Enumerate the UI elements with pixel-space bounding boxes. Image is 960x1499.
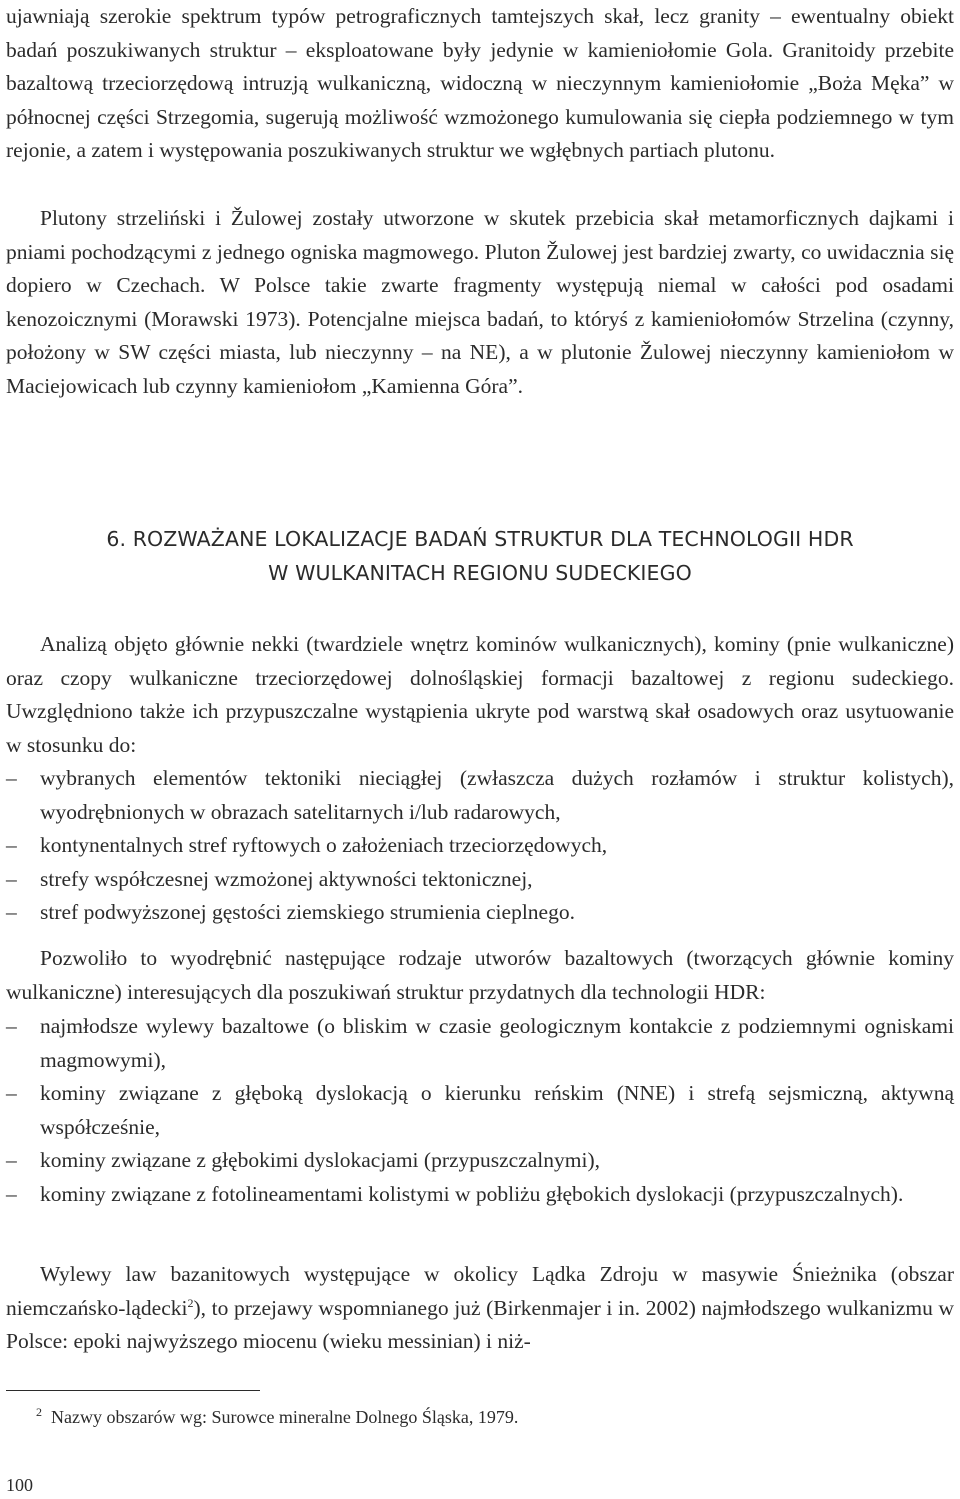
dash-bullet: – bbox=[6, 866, 17, 891]
footnote-mark: 2 bbox=[36, 1405, 42, 1419]
paragraph-bazanite-flows: Wylewy law bazanitowych występujące w okolicy Lądka Zdroju w masywie Śnieżnika (obszar niemczańsko-lądecki$^2$), to przejawy wspomnianego już (Birkenmajer i in. 2002) najmłodszego wulkanizmu w Polsce: epoki najwyższego miocenu (wieku messinian) i niż- bbox=[6, 1262, 954, 1354]
criteria-list bbox=[6, 762, 954, 930]
dash-bullet: – bbox=[6, 833, 17, 858]
paragraph-analysis: Analizą objęto głównie nekki (twardziele wnętrz kominów wulkanicznych), kominy (pnie wulkaniczne) oraz czopy wulkaniczne trzeciorzędowej dolnośląskiej formacji bazaltowej z regionu sudeckiego. Uwzględniono także ich przypuszczalne wystąpienia ukryte pod warstwą skał osadowych oraz usytuowanie w stosunku do: bbox=[6, 632, 954, 757]
list-item: – kontynentalnych stref ryftowych o założeniach trzeciorzędowych, bbox=[6, 829, 954, 863]
paragraph-basalt-types: Pozwoliło to wyodrębnić następujące rodzaje utworów bazaltowych (tworzących głównie kominy wulkaniczne) interesujących dla poszukiwań struktur przydatnych dla technologii HDR: bbox=[6, 946, 954, 1004]
section-heading bbox=[6, 522, 954, 590]
list-item: – najmłodsze wylewy bazaltowe (o bliskim w czasie geologicznym kontakcie z podziemnymi ogniskami magmowymi), bbox=[6, 1010, 954, 1077]
dash-bullet: – bbox=[6, 1181, 17, 1206]
page-number: 100 bbox=[6, 1475, 33, 1495]
dash-bullet: – bbox=[6, 900, 17, 925]
paragraph-plutons: Plutony strzeliński i Žulowej zostały utworzone w skutek przebicia skał metamorficznych dajkami i pniami pochodzącymi z jednego ogniska magmowego. Pluton Žulowej jest bardziej zwarty, co uwidacznia się dopiero w Czechach. W Polsce takie zwarte fragmenty występują niemal w całości pod osadami kenozoicznymi (Morawski 1973). Potencjalne miejsca badań, to któryś z kamieniołomów Strzelina (czynny, położony w SW części miasta, lub nieczynny – na NE), a w plutonie Žulowej nieczynny kamieniołom w Maciejowicach lub czynny kamieniołom „Kamienna Góra”. bbox=[6, 206, 954, 398]
list-item: – kominy związane z głęboką dyslokacją o kierunku reńskim (NNE) i strefą sejsmiczną, aktywną współcześnie, bbox=[6, 1077, 954, 1144]
basalt-types-list bbox=[6, 1010, 954, 1212]
footnote-reference[interactable]: 2 bbox=[187, 1295, 194, 1310]
list-item: – kominy związane z fotolineamentami kolistymi w pobliżu głębokich dyslokacji (przypuszczalnych). bbox=[6, 1178, 954, 1212]
list-item: – kominy związane z głębokimi dyslokacjami (przypuszczalnymi), bbox=[6, 1144, 954, 1178]
list-item: – stref podwyższonej gęstości ziemskiego strumienia cieplnego. bbox=[6, 896, 954, 930]
section-heading-line-1: 6. ROZWAŻANE LOKALIZACJE BADAŃ STRUKTUR DLA TECHNOLOGII HDR bbox=[106, 527, 854, 551]
list-item: – wybranych elementów tektoniki nieciągłej (zwłaszcza dużych rozłamów i struktur kolistych), wyodrębnionych w obrazach satelitarnych i/lub radarowych, bbox=[6, 762, 954, 829]
section-heading-line-2: W WULKANITACH REGIONU SUDECKIEGO bbox=[268, 561, 692, 585]
dash-bullet: – bbox=[6, 766, 17, 790]
dash-bullet: – bbox=[6, 1081, 17, 1106]
footnote-divider bbox=[6, 1390, 260, 1391]
footnote-text: Nazwy obszarów wg: Surowce mineralne Dolnego Śląska, 1979. bbox=[51, 1407, 519, 1427]
dash-bullet: – bbox=[6, 1148, 17, 1173]
paragraph-granite-quarries: ujawniają szerokie spektrum typów petrograficznych tamtejszych skał, lecz granity – ewentualny obiekt badań poszukiwanych struktur – eksploatowane były jedynie w kamieniołomie Gola. Granitoidy przebite bazaltową trzeciorzędową intruzją wulkaniczną, widoczną w nieczynnym kamieniołomie „Boża Męka” w północnej części Strzegomia, sugerują możliwość wzmożonego kumulowania się ciepła podziemnego w tym rejonie, a zatem i występowania poszukiwanych struktur we wgłębnych partiach plutonu. bbox=[6, 4, 954, 163]
dash-bullet: – bbox=[6, 1014, 17, 1038]
list-item: – strefy współczesnej wzmożonej aktywności tektonicznej, bbox=[6, 863, 954, 897]
footnote bbox=[36, 1403, 518, 1431]
